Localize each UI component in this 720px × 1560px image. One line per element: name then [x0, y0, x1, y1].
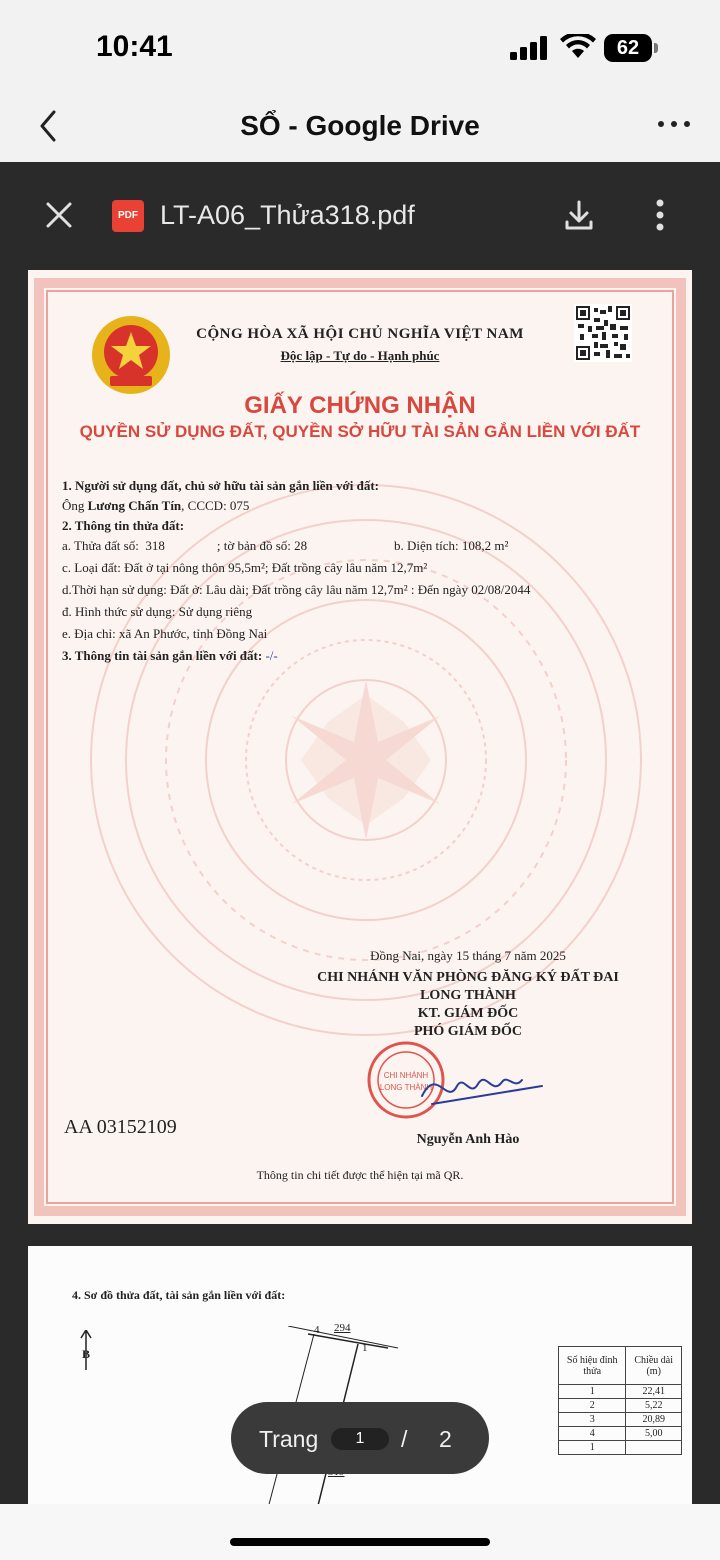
- status-bar: [0, 0, 720, 96]
- total-pages: 2: [439, 1426, 452, 1452]
- section-2-heading: 2. Thông tin thửa đất:: [62, 518, 185, 533]
- home-indicator-area: [0, 1504, 720, 1560]
- page-title: SỔ - Google Drive: [240, 110, 480, 141]
- table-row: 4 5,00: [559, 1427, 682, 1441]
- table-row: 1 22,41: [559, 1385, 682, 1399]
- table-row: 2 5,22: [559, 1399, 682, 1413]
- certificate-serial: AA 03152109: [64, 1116, 177, 1138]
- office-name-1: CHI NHÁNH VĂN PHÒNG ĐĂNG KÝ ĐẤT ĐAI: [317, 970, 619, 985]
- pdf-file-icon: PDF: [112, 200, 144, 232]
- plot-label-1: 1: [362, 1342, 368, 1354]
- table-header-vertex: Số hiệu đỉnh thửa: [559, 1347, 626, 1385]
- table-row: 3 20,89: [559, 1413, 682, 1427]
- battery-level: 62: [616, 37, 640, 59]
- parcel-number-line: a. Thửa đất số: 318 ; tờ bản đồ số: 28: [62, 538, 308, 553]
- pdf-viewer[interactable]: [0, 162, 720, 1504]
- page-indicator[interactable]: [231, 1402, 489, 1474]
- svg-text:CHI NHÁNH: CHI NHÁNH: [383, 1071, 429, 1080]
- plot-label-294: 294: [334, 1322, 351, 1334]
- parcel-area: b. Diện tích: 108,2 m²: [394, 538, 509, 553]
- current-page-input[interactable]: 1: [331, 1428, 389, 1450]
- status-time: 10:41: [96, 30, 173, 63]
- vertex-length-table: [558, 1346, 682, 1455]
- table-row: 1: [559, 1441, 682, 1455]
- owner-name: Lương Chấn Tín: [87, 498, 182, 513]
- table-header-length: Chiều dài (m): [626, 1347, 682, 1385]
- national-title: CỘNG HÒA XÃ HỘI CHỦ NGHĨA VIỆT NAM: [196, 326, 524, 342]
- north-arrow-icon: [78, 1330, 94, 1370]
- wifi-icon: [560, 34, 596, 60]
- page-separator: /: [401, 1426, 408, 1452]
- handwritten-signature: [412, 1056, 552, 1116]
- section-3-value: -/-: [265, 648, 278, 663]
- download-icon[interactable]: [562, 198, 596, 232]
- certificate-subtitle: QUYỀN SỬ DỤNG ĐẤT, QUYỀN SỞ HỮU TÀI SẢN GẮN LIỀN VỚI ĐẤT: [79, 422, 641, 441]
- qr-note: Thông tin chi tiết được thể hiện tại mã QR.: [256, 1168, 464, 1182]
- page-label: Trang: [259, 1426, 319, 1452]
- battery-icon: [604, 34, 658, 62]
- navigation-bar: [0, 96, 720, 162]
- home-indicator[interactable]: [230, 1538, 490, 1546]
- viewer-toolbar: [0, 162, 720, 260]
- file-name: LT-A06_Thửa318.pdf: [160, 200, 415, 230]
- address-line: e. Địa chỉ: xã An Phước, tỉnh Đồng Nai: [62, 626, 268, 641]
- national-motto: Độc lập - Tự do - Hạnh phúc: [280, 348, 440, 363]
- office-role-2: PHÓ GIÁM ĐỐC: [413, 1024, 523, 1039]
- signer-name: Nguyễn Anh Hào: [416, 1132, 520, 1147]
- svg-text:LONG THÀNH: LONG THÀNH: [379, 1083, 433, 1092]
- owner-line: Ông Lương Chấn Tín, CCCD: 075: [62, 498, 250, 513]
- svg-text:B: B: [81, 1347, 91, 1361]
- kebab-menu-icon[interactable]: [650, 198, 670, 232]
- section-3-heading: 3. Thông tin tài sản gắn liền với đất: -/-: [62, 648, 278, 663]
- close-icon[interactable]: [44, 200, 74, 230]
- land-type-line: c. Loại đất: Đất ở tại nông thôn 95,5m²; Đất trồng cây lâu năm 12,7m²: [62, 560, 428, 575]
- usage-form-line: đ. Hình thức sử dụng: Sử dụng riêng: [62, 604, 253, 619]
- more-options-icon[interactable]: [656, 114, 692, 134]
- plot-label-4: 4: [314, 1324, 320, 1336]
- office-name-2: LONG THÀNH: [420, 988, 516, 1003]
- signing-date: Đồng Nai, ngày 15 tháng 7 năm 2025: [370, 948, 566, 963]
- office-role-1: KT. GIÁM ĐỐC: [417, 1006, 519, 1021]
- section-1-heading: 1. Người sử dụng đất, chủ sở hữu tài sản gắn liền với đất:: [62, 478, 379, 493]
- plot-diagram-heading: 4. Sơ đồ thửa đất, tài sản gắn liền với đất:: [72, 1288, 286, 1302]
- pdf-page-1: [28, 270, 692, 1224]
- usage-term-line: d.Thời hạn sử dụng: Đất ở: Lâu dài; Đất trồng cây lâu năm 12,7m² : Đến ngày 02/08/2044: [62, 582, 531, 597]
- cellular-signal-icon: [510, 36, 550, 60]
- certificate-title: GIẤY CHỨNG NHẬN: [244, 392, 476, 419]
